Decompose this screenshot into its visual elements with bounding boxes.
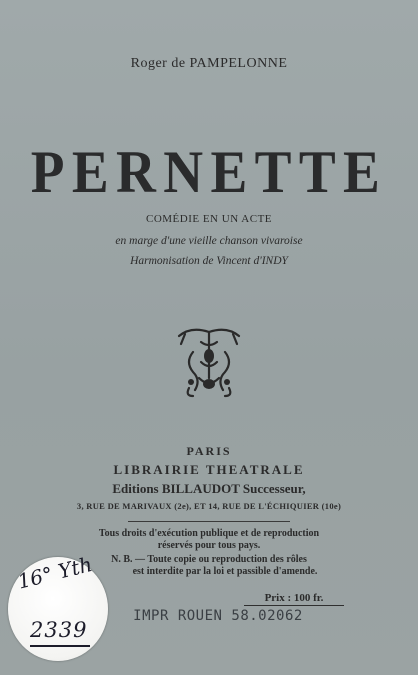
author-name: Roger de PAMPELONNE [130,56,288,71]
publisher-emblem-icon [171,322,247,402]
genre-subtitle: COMÉDIE EN UN ACTE [145,213,273,225]
call-number-underline [30,645,90,647]
publisher-editions: Editions BILLAUDOT Successeur, [112,481,306,496]
subtitle-line-2: en marge d'une vieille chanson vivaroise [115,235,303,247]
copy-note-line-1: N. B. — Toute copie ou reproduction des rôles [111,554,307,565]
printer-stamp: IMPR ROUEN 58.02062 [133,608,303,624]
publisher-city: PARIS [186,444,232,458]
divider-rule [128,521,290,522]
price-label: Prix : 100 fr. [244,592,344,606]
rights-notice-line-2: réservés pour tous pays. [157,540,261,551]
call-number: 2339 [30,618,88,642]
publisher-address: 3, RUE DE MARIVAUX (2e), ET 14, RUE DE L'ÉCHIQUIER (10e) [76,501,342,511]
book-title: PERNETTE [30,139,388,205]
call-number-prefix: 16° Yth [15,551,95,594]
publisher-name: LIBRAIRIE THEATRALE [113,462,305,477]
copy-note-line-2: est interdite par la loi et passible d'amende. [132,566,318,577]
subtitle-line-3: Harmonisation de Vincent d'INDY [130,255,288,267]
rights-notice-line-1: Tous droits d'exécution publique et de reproduction [98,528,320,539]
